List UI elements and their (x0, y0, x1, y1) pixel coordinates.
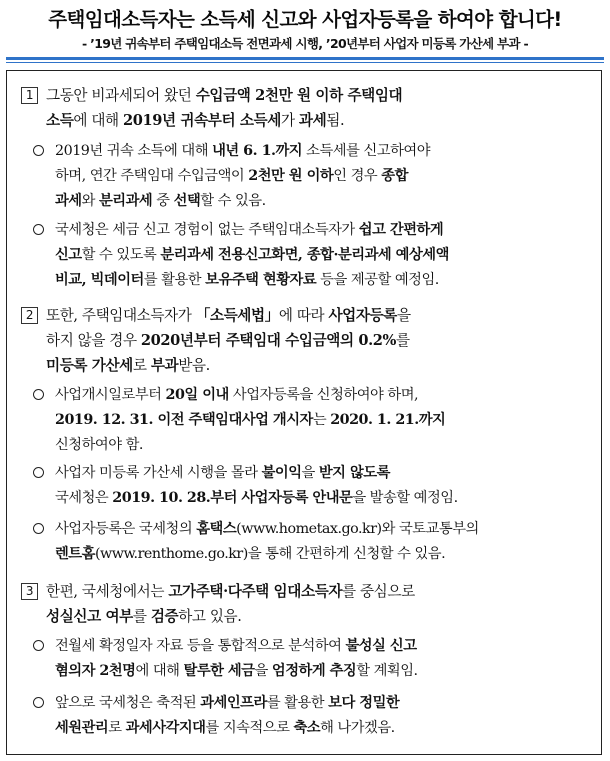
section-1-bullet-2: 국세청은 세금 신고 경험이 없는 주택임대소득자가 쉽고 간편하게 신고할 수 있도록 분리과세 전용신고화면, 종합·분리과세 예상세액 비교, 빅데이터를 활용한 보유주택 현황자료 등을 제공할 예정임. (33, 218, 603, 293)
section-2-bullet-3: 사업자등록은 국세청의 홈택스(www.hometax.go.kr)와 국토교통부의 렌트홈(www.renthome.go.kr)을 통해 간편하게 신청할 수 있음. (33, 517, 603, 567)
section-1-bullet-1: 2019년 귀속 소득에 대해 내년 6. 1.까지 소득세를 신고하여야 하며, 연간 주택임대 수입금액이 2천만 원 이하인 경우 종합 과세와 분리과세 중 선택할 수 있음. (33, 139, 603, 214)
page-title: 주택임대소득자는 소득세 신고와 사업자등록을 하여야 합니다! (48, 8, 562, 31)
bullet-circle-icon (33, 389, 44, 400)
section-number-3: 3 (21, 583, 38, 600)
section-2-bullet-1: 사업개시일로부터 20일 이내 사업자등록을 신청하여야 하며, 2019. 12. 31. 이전 주택임대사업 개시자는 2020. 1. 21.까지 신청하여야 함. (33, 383, 603, 458)
section-2-bullet-2: 사업자 미등록 가산세 시행을 몰라 불이익을 받지 않도록 국세청은 2019. 10. 28.부터 사업자등록 안내문을 발송할 예정임. (33, 461, 603, 511)
section-3-bullet-1: 전월세 확정일자 자료 등을 통합적으로 분석하여 불성실 신고 혐의자 2천명에 대해 탈루한 세금을 엄정하게 추징할 계획임. (33, 634, 603, 684)
section-3: 3 한편, 국세청에서는 고가주택·다주택 임대소득자를 중심으로 성실신고 여부를 검증하고 있음. (21, 579, 601, 629)
section-1: 1 그동안 비과세되어 왔던 수입금액 2천만 원 이하 주택임대 소득에 대해 2019년 귀속부터 소득세가 과세됨. (21, 83, 601, 133)
section-3-bullet-2: 앞으로 국세청은 축적된 과세인프라를 활용한 보다 정밀한 세원관리로 과세사각지대를 지속적으로 축소해 나가겠음. (33, 691, 603, 741)
title-rule-thin (6, 62, 604, 63)
bullet-circle-icon (33, 467, 44, 478)
content-box (6, 70, 602, 755)
bullet-circle-icon (33, 145, 44, 156)
bullet-circle-icon (33, 224, 44, 235)
bullet-circle-icon (33, 523, 44, 534)
bullet-circle-icon (33, 697, 44, 708)
title-rule-thick (6, 57, 604, 60)
bullet-circle-icon (33, 640, 44, 651)
section-number-1: 1 (21, 87, 38, 104)
page-subtitle: - ’19년 귀속부터 주택임대소득 전면과세 시행, ’20년부터 사업자 미등록 가산세 부과 - (82, 36, 528, 51)
section-number-2: 2 (21, 307, 38, 324)
section-2: 2 또한, 주택임대소득자가 「소득세법」에 따라 사업자등록을 하지 않을 경우 2020년부터 주택임대 수입금액의 0.2%를 미등록 가산세로 부과받음. (21, 303, 601, 378)
